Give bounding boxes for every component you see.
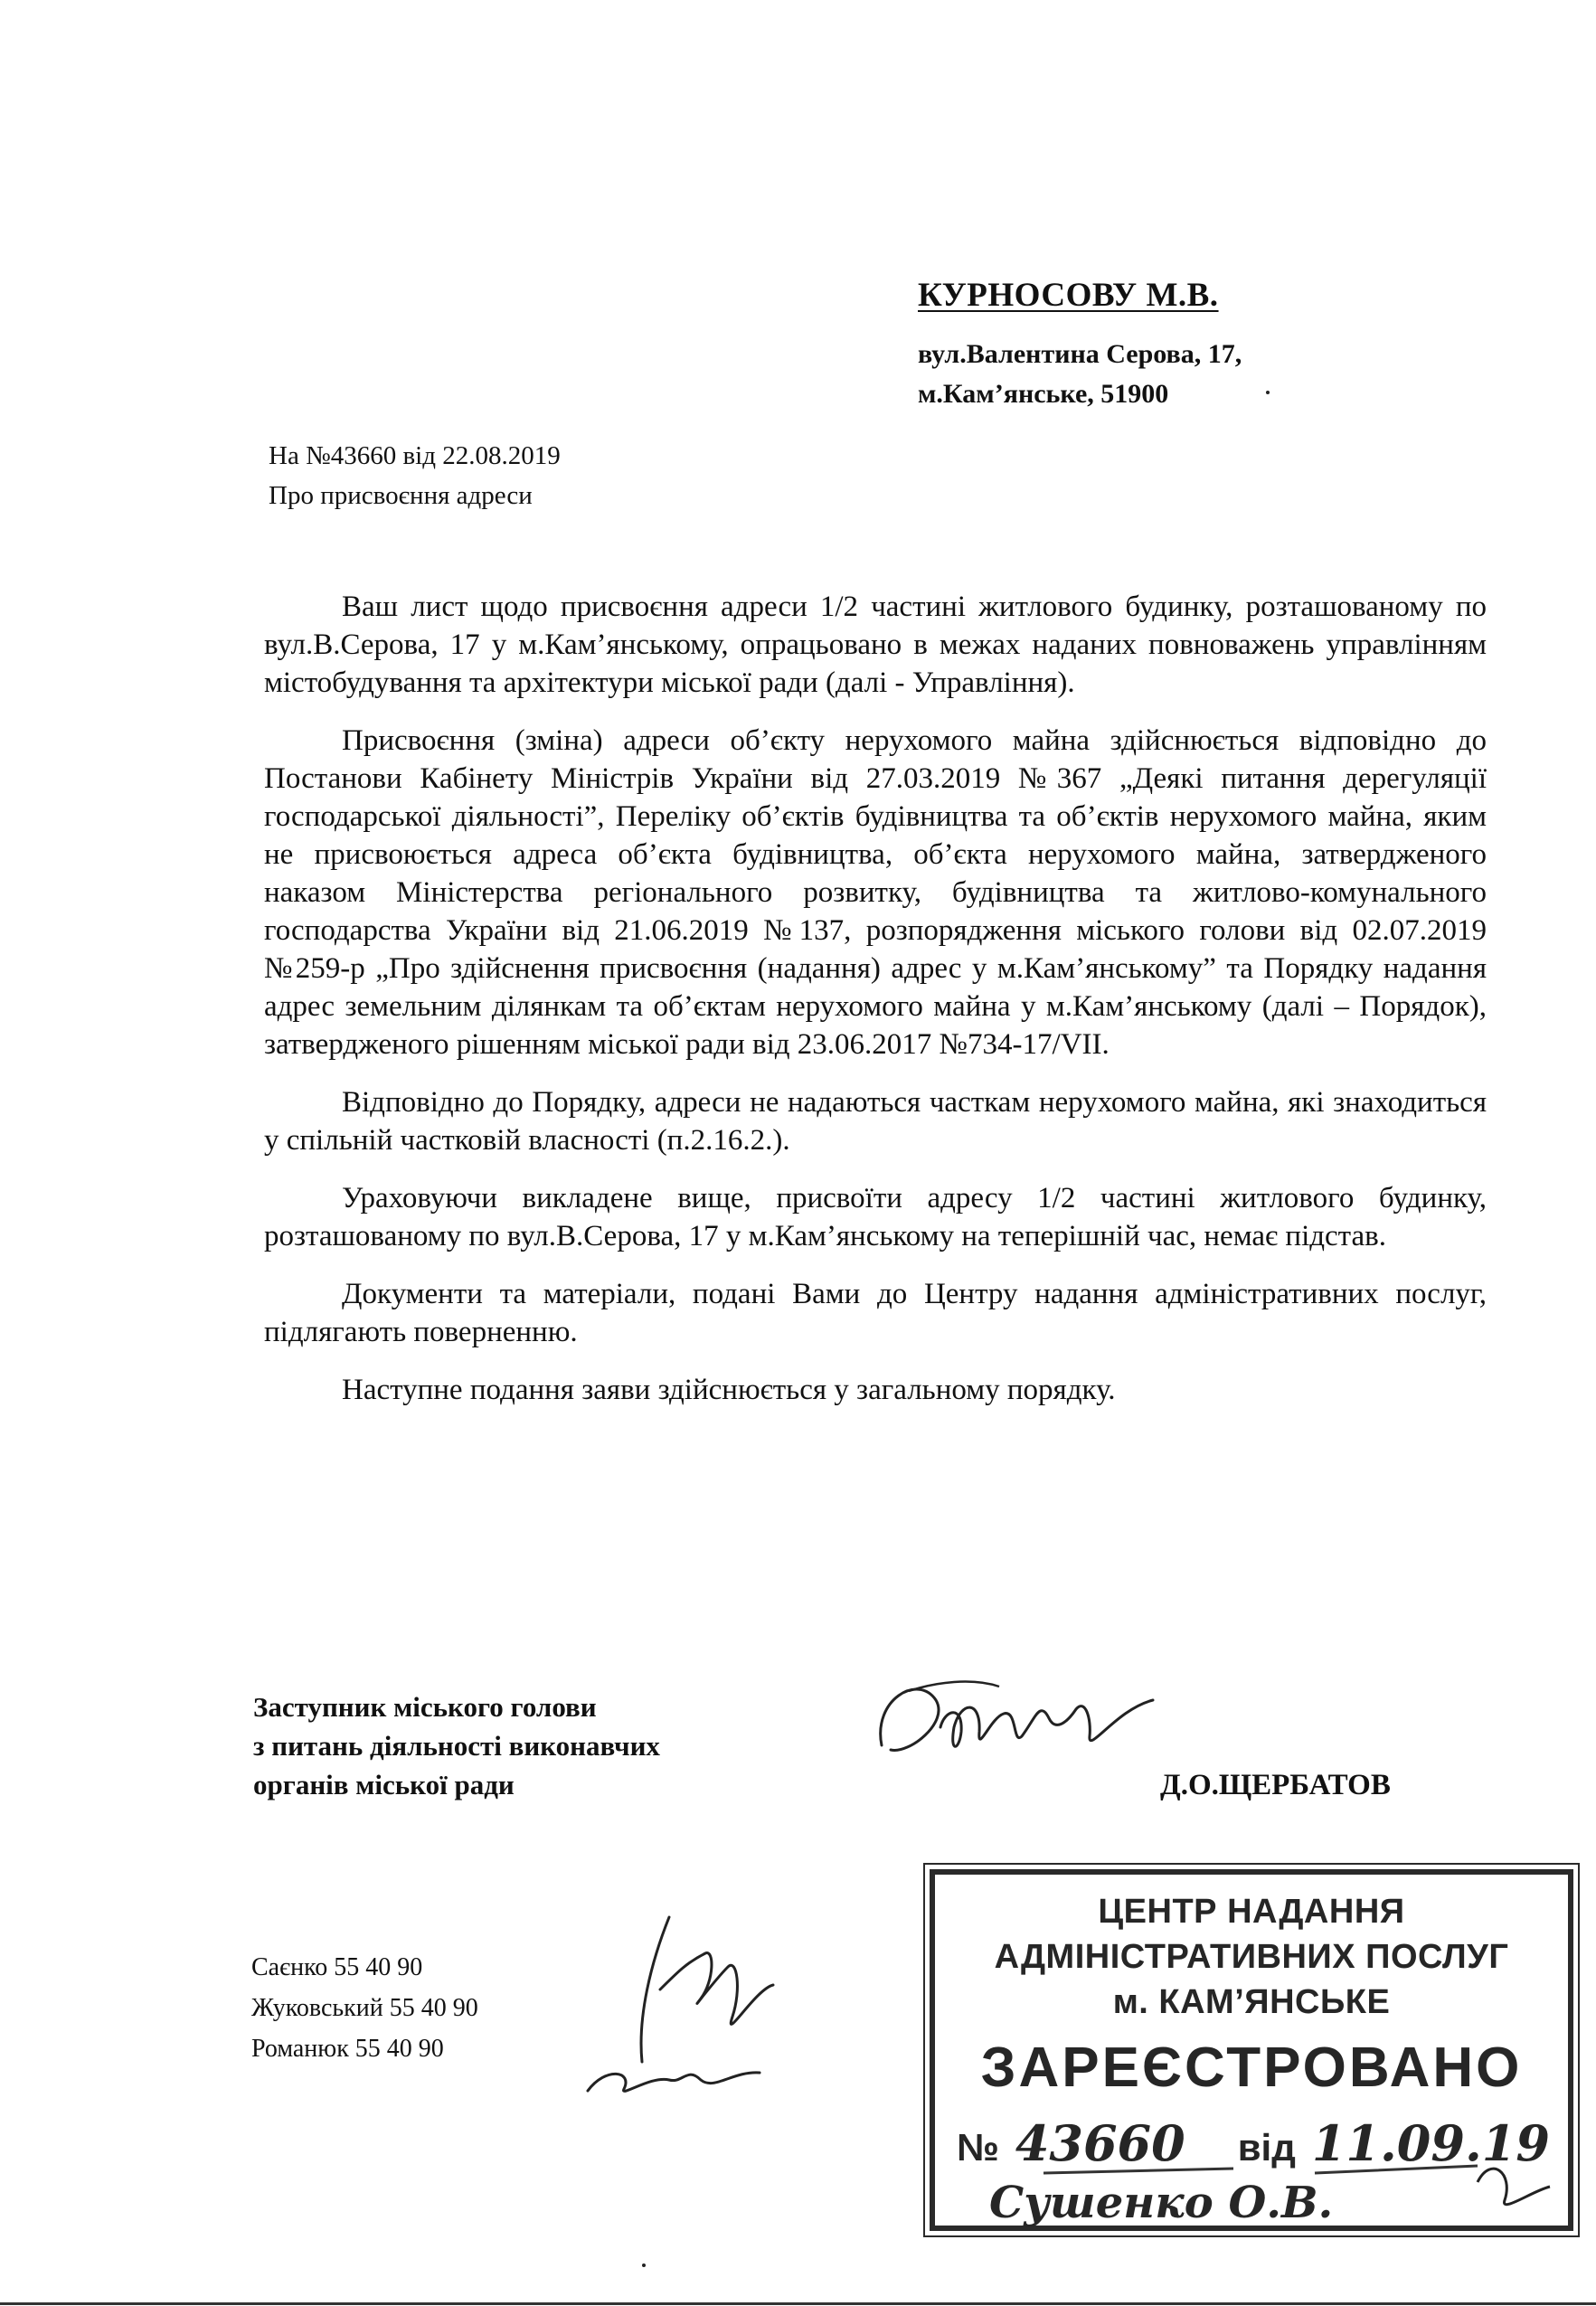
paragraph: Наступне подання заяви здійснюється у загальному порядку. [342, 1374, 1116, 1406]
registration-stamp [930, 1869, 1573, 2231]
stamp-line: м. КАМ’ЯНСЬКЕ [1112, 1983, 1391, 2021]
paragraph: Ваш лист щодо присвоєння адреси 1/2 частині житлового будинку, розташованому по вул.В.Серова, 17 у м.Кам’янському, опрацьовано в межах наданих повноважень управлінням містобудування та архітектури міської ради (далі - Управління). [264, 591, 1487, 699]
addressee-name: КУРНОСОВУ М.В. [918, 277, 1219, 314]
handwritten-signature [855, 1664, 1180, 1781]
reference-block [269, 436, 561, 515]
stamp-date-label: від [1237, 2126, 1296, 2169]
paragraph: Документи та матеріали, подані Вами до Центру надання адміністративних послуг, підлягають поверненню. [264, 1278, 1487, 1348]
contact-item: Саєнко 55 40 90 [251, 1953, 423, 1981]
addressee-block [918, 276, 1388, 414]
signatory-title-line: органів міської ради [253, 1769, 515, 1800]
signatory-title-line: Заступник міського голови [253, 1691, 597, 1723]
contact-item: Романюк 55 40 90 [251, 2035, 444, 2063]
addressee-street: вул.Валентина Серова, 17, [918, 339, 1242, 369]
contacts-list [251, 1947, 478, 2069]
reference-subject: Про присвоєння адреси [269, 481, 533, 510]
stamp-number-label: № [957, 2126, 999, 2169]
signatory-title-line: з питань діяльності виконавчих [253, 1730, 660, 1762]
stamp-number-value: 43660 [1015, 2114, 1185, 2172]
approval-initials [579, 1881, 787, 2098]
speck [1266, 391, 1270, 394]
addressee-address [918, 335, 1388, 414]
stamp-registered: ЗАРЕЄСТРОВАНО [980, 2037, 1523, 2099]
paragraph: Відповідно до Порядку, адреси не надаються часткам нерухомого майна, які знаходиться у спільній частковій власності (п.2.16.2.). [264, 1086, 1487, 1157]
stamp-date-value: 11.09.19 [1311, 2114, 1550, 2172]
stamp-clerk-name: Сушенко О.В. [989, 2178, 1334, 2228]
paragraph: Ураховуючи викладене вище, присвоїти адресу 1/2 частині житлового будинку, розташованому по вул.В.Серова, 17 у м.Кам’янському на теперішній час, немає підстав. [264, 1182, 1487, 1252]
addressee-city: м.Кам’янське, 51900 [918, 379, 1169, 409]
stamp-handwriting-underline [935, 1875, 1568, 2227]
stamp-line: ЦЕНТР НАДАННЯ [1098, 1893, 1405, 1931]
speck [642, 2263, 646, 2267]
signatory-title [253, 1687, 660, 1804]
reference-number: На №43660 від 22.08.2019 [269, 441, 561, 470]
stamp-line: АДМІНІСТРАТИВНИХ ПОСЛУГ [994, 1938, 1509, 1976]
contact-item: Жуковський 55 40 90 [251, 1994, 478, 2022]
signatory-name: Д.О.ЩЕРБАТОВ [1160, 1769, 1391, 1801]
letter-body [264, 588, 1487, 1429]
paragraph: Присвоєння (зміна) адреси об’єкту нерухомого майна здійснюється відповідно до Постанови Кабінету Міністрів України від 27.03.2019 №367 „Деякі питання дерегуляції господарської діяльності”, Переліку об’єктів будівництва та об’єктів нерухомого майна, яким не присвоюється адреса об’єкта будівництва, об’єкта нерухомого майна, затвердженого наказом Міністерства регіонального розвитку, будівництва та житлово-комунального господарства України від 21.06.2019 №137, розпорядження міського голови від 02.07.2019 №259-р „Про здійснення присвоєння (надання) адрес у м.Кам’янському” та Порядку надання адрес земельним ділянкам та об’єктам нерухомого майна у м.Кам’янському (далі – Порядок), затвердженого рішенням міської ради від 23.06.2017 №734-17/VII. [264, 724, 1487, 1061]
scan-edge [0, 2302, 1596, 2305]
